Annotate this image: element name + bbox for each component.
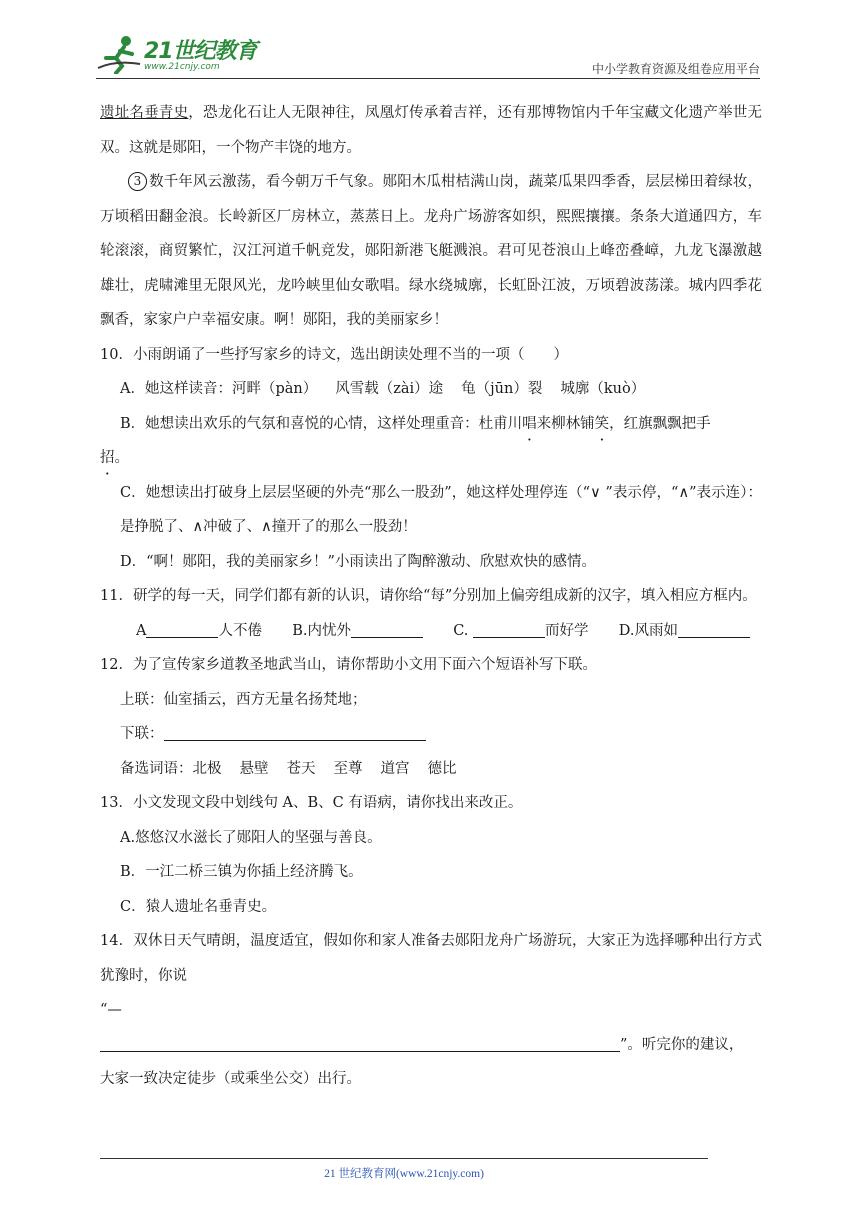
para-number-badge: 3: [128, 172, 147, 191]
q14-answer-blank[interactable]: [100, 1033, 620, 1052]
question-11-stem: 11．研学的每一天，同学们都有新的认识，请你给“每”分别加上偏旁组成新的汉字，填入相应方框内。: [100, 588, 757, 604]
site-logo[interactable]: [96, 34, 266, 74]
question-14-stem: 14．双休日天气晴朗，温度适宜，假如你和家人准备去郧阳龙舟广场游玩，大家正为选择哪种出行方式犹豫时，你说: [100, 933, 762, 984]
logo-text: 21世纪教育: [144, 39, 257, 64]
platform-name: 中小学教育资源及组卷应用平台: [591, 62, 760, 76]
q13-sentence-c: C．猿人遗址名垂青史。: [120, 898, 277, 915]
q10-option-d: D．“啊！郧阳，我的美丽家乡！”小雨读出了陶醉激动、欣慰欢快的感情。: [120, 553, 596, 570]
q11-blank-c[interactable]: [473, 619, 545, 638]
q11-item-b: B.内忧外: [292, 614, 423, 649]
document-body: [100, 96, 762, 1097]
page-footer: [100, 1158, 708, 1181]
q11-fill-blanks: [100, 614, 762, 649]
header-divider: [96, 78, 760, 79]
passage-para-3: 3 数千年风云激荡，看今朝万千气象。郧阳木瓜柑桔满山岗，蔬菜瓜果四季香，层层梯田着绿妆，万顷稻田翻金浪。长岭新区厂房林立，蒸蒸日上。龙舟广场游客如织，熙熙攘攘。条条大道通四方，车轮滚滚，商贸繁忙，汉江河道千帆竞发，郧阳新港飞艇溅浪。君可见苍浪山上峰峦叠嶂，九龙飞瀑激越雄壮，虎啸滩里无限风光，龙吟峡里仙女歌唱。绿水绕城廓，长虹卧江波，万顷碧波荡漾。城内四季花飘香，家家户户幸福安康。啊！郧阳，我的美丽家乡！: [100, 174, 762, 328]
q12-upper-couplet: 上联：仙室插云，西方无量名扬梵地；: [120, 691, 367, 708]
q10-option-b: B．她想读出欢乐的气氛和喜悦的心情，这样处理重音：杜甫川唱来柳林铺笑，红旗飘飘把手 招。: [100, 415, 711, 466]
passage-para-2-end: 遗址名垂青史，恐龙化石让人无限神往，凤凰灯传承着吉祥，还有那博物馆内千年宝藏文化遗产举世无双。这就是郧阳，一个物产丰饶的地方。: [100, 105, 762, 156]
logo-url: www.21cnjy.com: [144, 62, 220, 72]
q11-blank-d[interactable]: [678, 619, 750, 638]
question-13-stem: 13．小文发现文段中划线句 A、B、C 有语病，请你找出来改正。: [100, 795, 523, 811]
q14-answer-line: ”。听完你的建议，: [100, 1028, 762, 1063]
q11-blank-b[interactable]: [351, 619, 423, 638]
q10-option-c: C．她想读出打破身上层层坚硬的外壳“那么一股劲”，她这样处理停连（“∨ ”表示停，“∧”表示连）：是挣脱了、∧冲破了、∧撞开了的那么一股劲！: [120, 484, 762, 535]
runner-icon: [96, 34, 142, 74]
q12-word-bank: 备选词语：北极 悬壁 苍天 至尊 道宫 德比: [120, 760, 457, 777]
footer-link[interactable]: 21 世纪教育网(www.21cnjy.com): [324, 1168, 484, 1180]
page-header: [96, 30, 760, 80]
q12-lower-couplet: 下联：: [100, 717, 762, 752]
q13-sentence-b: B．一江二桥三镇为你插上经济腾飞。: [120, 864, 363, 880]
q10-option-a: A．她这样读音：河畔（pàn） 风雪载（zài）途 龟（jūn）裂 城廓（kuò）: [120, 381, 646, 397]
underlined-sentence-c: 遗址名垂青史: [100, 105, 189, 121]
question-10-stem: 10．小雨朗诵了一些抒写家乡的诗文，选出朗读处理不当的一项（ ）: [100, 346, 568, 363]
q11-blank-a[interactable]: [146, 619, 218, 638]
q11-item-d: D.风雨如: [619, 614, 750, 649]
q12-answer-blank[interactable]: [164, 722, 426, 741]
q11-item-c: C. 而好学: [453, 614, 588, 649]
question-12-stem: 12．为了宣传家乡道教圣地武当山，请你帮助小文用下面六个短语补写下联。: [100, 657, 597, 673]
q14-quote-open: “—: [100, 1002, 122, 1018]
q13-sentence-a: A.悠悠汉水滋长了郧阳人的坚强与善良。: [120, 829, 382, 846]
q11-item-a: A 人不倦: [136, 614, 262, 649]
q14-conclusion: 大家一致决定徒步（或乘坐公交）出行。: [100, 1071, 361, 1087]
